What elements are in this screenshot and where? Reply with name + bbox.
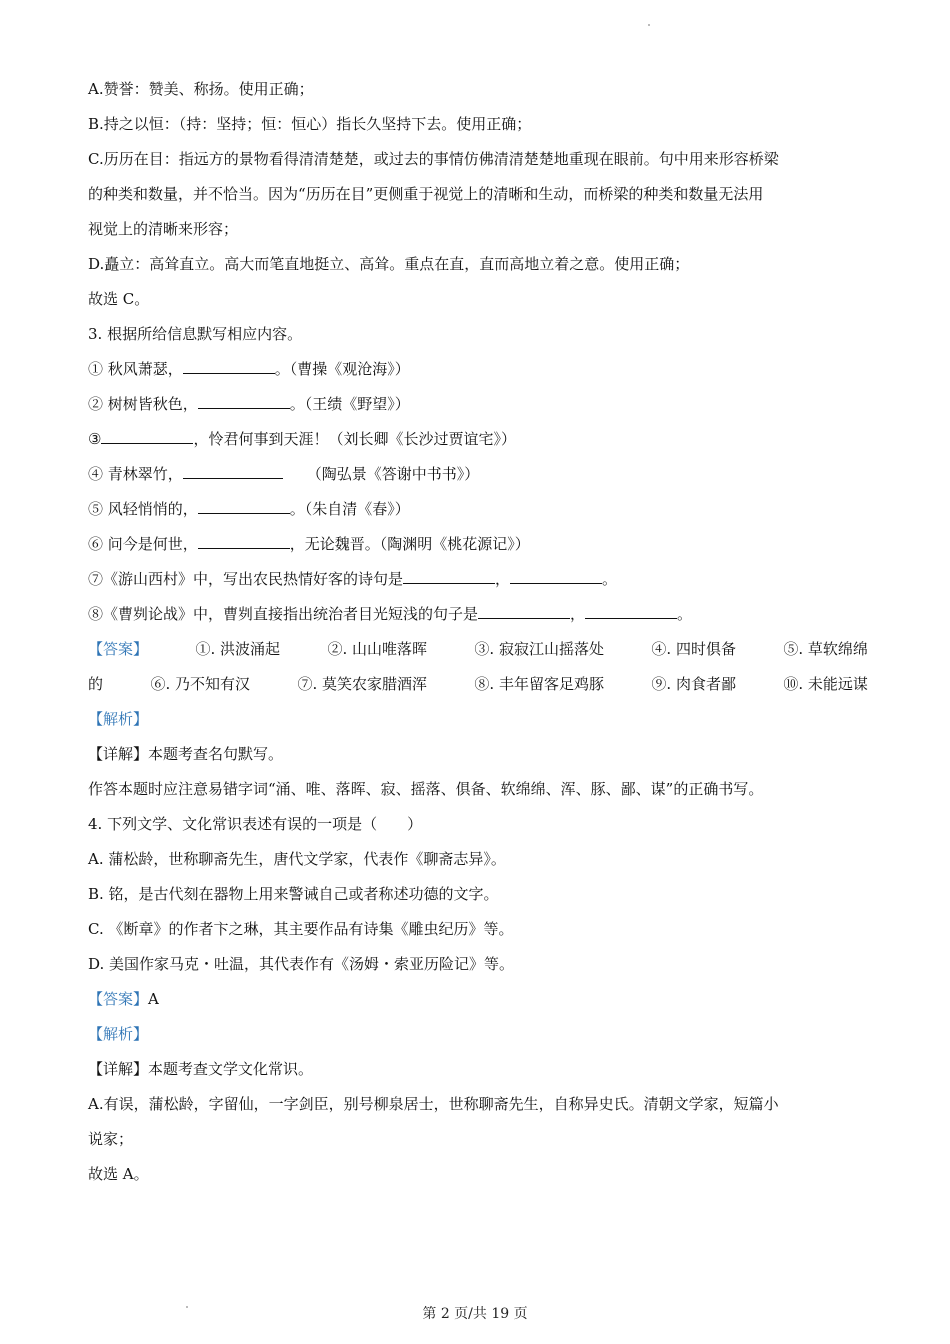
- q4-explanation-1: A.有误，蒲松龄，字留仙，一字剑臣，别号柳泉居士，世称聊斋先生，自称异史氏。清朝文学家，短篇小: [88, 1095, 779, 1113]
- answer-blank: [101, 429, 193, 444]
- answer-item: ⑧. 丰年留客足鸡豚: [474, 675, 604, 693]
- answer-tag: 【答案】: [88, 640, 149, 658]
- q3-item-7-prefix: ⑦《游山西村》中，写出农民热情好客的诗句是: [88, 570, 404, 588]
- q3-detail: 【详解】本题考查名句默写。: [88, 745, 284, 763]
- q4-detail: 【详解】本题考查文学文化常识。: [88, 1060, 314, 1078]
- q3-analysis-tag: 【解析】: [88, 710, 149, 728]
- answer-item: ⑨. 肉食者鄙: [651, 675, 736, 693]
- q4-question: 4. 下列文学、文化常识表述有误的一项是（ ）: [88, 815, 423, 833]
- q3-answers-row-1: [88, 632, 868, 667]
- q4-option-c: C. 《断章》的作者卞之琳，其主要作品有诗集《雕虫纪历》等。: [88, 920, 514, 938]
- answer-blank: [510, 569, 602, 584]
- q3-item-7-suffix: 。: [602, 570, 618, 588]
- q3-item-4-prefix: ④ 青林翠竹，: [88, 465, 183, 483]
- answer-blank: [198, 394, 290, 409]
- q4-option-b: B. 铭，是古代刻在器物上用来警诫自己或者称述功德的文字。: [88, 885, 499, 903]
- q3-answers-row-2: [88, 667, 868, 702]
- answer-item: ⑦. 莫笑农家腊酒浑: [297, 675, 427, 693]
- answer-blank: [585, 604, 677, 619]
- q4-explanation-2: 说家；: [88, 1130, 134, 1148]
- answer-tag: 【答案】: [88, 990, 149, 1008]
- q3-item-8: [88, 597, 868, 632]
- q2-choice: 故选 C。: [88, 290, 150, 308]
- q3-item-8-suffix: 。: [677, 605, 693, 623]
- q3-item-3: [88, 422, 868, 457]
- answer-item: ④. 四时俱备: [651, 640, 736, 658]
- q3-item-3-suffix: ，怜君何事到天涯！（刘长卿《长沙过贾谊宅》）: [193, 430, 516, 448]
- q3-item-5-prefix: ⑤ 风轻悄悄的，: [88, 500, 198, 518]
- q2-option-b-explanation: B.持之以恒：（持：坚持；恒：恒心）指长久坚持下去。使用正确；: [88, 115, 532, 133]
- answer-item: 的: [88, 675, 104, 693]
- answer-blank: [183, 359, 275, 374]
- q2-option-d-explanation: D.矗立：高耸直立。高大而笔直地挺立、高耸。重点在直，直而高地立着之意。使用正确；: [88, 255, 690, 273]
- q3-item-6: [88, 527, 868, 562]
- answer-blank: [478, 604, 570, 619]
- q3-note: 作答本题时应注意易错字词“涌、唯、落晖、寂、摇落、俱备、软绵绵、浑、豚、鄙、谋”的正确书写。: [88, 780, 764, 798]
- q3-question: 3. 根据所给信息默写相应内容。: [88, 325, 303, 343]
- q2-option-c-explanation-1: C.历历在目：指远方的景物看得清清楚楚，或过去的事情仿佛清清楚楚地重现在眼前。句中用来形容桥梁: [88, 150, 779, 168]
- q3-item-6-suffix: ，无论魏晋。（陶渊明《桃花源记》）: [289, 535, 530, 553]
- q3-item-6-prefix: ⑥ 问今是何世，: [88, 535, 198, 553]
- q3-item-1-suffix: 。（曹操《观沧海》）: [274, 360, 410, 378]
- q2-option-c-explanation-2: 的种类和数量，并不恰当。因为“历历在目”更侧重于视觉上的清晰和生动，而桥梁的种类和数量无法用: [88, 185, 764, 203]
- document-body: [88, 72, 868, 1192]
- q4-analysis-tag: 【解析】: [88, 1025, 149, 1043]
- q3-item-1: [88, 352, 868, 387]
- answer-blank: [198, 534, 290, 549]
- answer-item: ⑩. 未能远谋: [783, 675, 868, 693]
- answer-item: ⑤. 草软绵绵: [783, 640, 868, 658]
- answer-item: ②. 山山唯落晖: [327, 640, 427, 658]
- q4-choice: 故选 A。: [88, 1165, 149, 1183]
- q3-item-7-separator: ，: [495, 570, 511, 588]
- answer-blank: [183, 464, 283, 479]
- q4-option-d: D. 美国作家马克・吐温，其代表作有《汤姆・索亚历险记》等。: [88, 955, 515, 973]
- q2-option-a-explanation: A.赞誉：赞美、称扬。使用正确；: [88, 80, 314, 98]
- q4-answer-value: A: [148, 990, 159, 1008]
- answer-item: ③. 寂寂江山摇落处: [474, 640, 604, 658]
- q4-option-a: A. 蒲松龄，世称聊斋先生，唐代文学家，代表作《聊斋志异》。: [88, 850, 506, 868]
- q3-item-8-separator: ，: [570, 605, 586, 623]
- answer-item: ①. 洪波涌起: [195, 640, 280, 658]
- q3-item-8-prefix: ⑧《曹刿论战》中，曹刿直接指出统治者目光短浅的句子是: [88, 605, 479, 623]
- q3-item-1-prefix: ① 秋风萧瑟，: [88, 360, 183, 378]
- q4-answer: [88, 982, 868, 1017]
- answer-blank: [403, 569, 495, 584]
- answer-blank: [198, 499, 290, 514]
- page-footer: 第 2 页/共 19 页: [422, 1306, 528, 1322]
- speck: [648, 24, 650, 26]
- q2-option-c-explanation-3: 视觉上的清晰来形容；: [88, 220, 239, 238]
- answer-item: ⑥. 乃不知有汉: [150, 675, 250, 693]
- q3-item-3-prefix: ③: [88, 430, 102, 448]
- q3-item-2-prefix: ② 树树皆秋色，: [88, 395, 198, 413]
- q3-item-4-suffix: （陶弘景《答谢中书书》）: [306, 465, 480, 483]
- q3-item-7: [88, 562, 868, 597]
- q3-item-5-suffix: 。（朱自清《春》）: [289, 500, 410, 518]
- q3-item-2: [88, 387, 868, 422]
- q3-item-4: [88, 457, 868, 492]
- q3-item-2-suffix: 。（王绩《野望》）: [289, 395, 410, 413]
- q3-item-5: [88, 492, 868, 527]
